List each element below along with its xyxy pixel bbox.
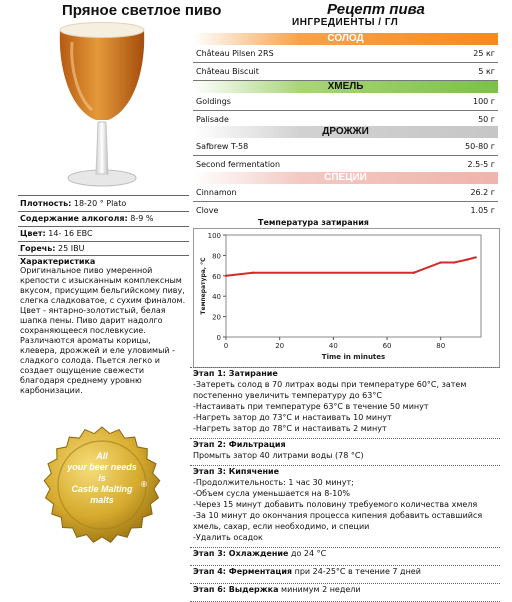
stage-divider xyxy=(190,367,500,368)
stage-title: Этап 4: Ферментация при 24-25°С в течение 7 дней xyxy=(193,567,421,576)
stage-line: -Продолжительность: 1 час 30 минут; xyxy=(193,478,354,487)
ingredient-row: Palisade 50 г xyxy=(193,111,498,129)
color-stat: Цвет: 14- 16 EBC xyxy=(20,229,93,238)
divider xyxy=(18,241,189,242)
stage-title: Этап 2: Фильтрация xyxy=(193,440,286,449)
stage-line: -Объем сусла уменьшается на 8-10% xyxy=(193,489,350,498)
x-tick-label: 20 xyxy=(275,342,285,350)
stage-title: Этап 3: Охлаждение до 24 °С xyxy=(193,549,327,558)
x-tick-label: 60 xyxy=(382,342,392,350)
cap-text-line3: is xyxy=(98,473,106,483)
data-point xyxy=(474,256,476,258)
stage-line: -Настаивать при температуре 63°С в течение 50 минут xyxy=(193,402,429,411)
ingredient-row: Goldings 100 г xyxy=(193,93,498,111)
x-axis-label: Time in minutes xyxy=(321,353,386,361)
beer-name: Пряное светлое пиво xyxy=(62,2,222,19)
stage-divider xyxy=(190,465,500,466)
data-point xyxy=(466,258,468,260)
y-tick-label: 0 xyxy=(216,334,221,342)
stage-divider xyxy=(190,565,500,566)
chart-title: Температура затирания xyxy=(258,218,369,227)
divider xyxy=(18,255,189,256)
ingredients-title: ИНГРЕДИЕНТЫ / ГЛ xyxy=(292,17,399,28)
stage-title: Этап 6: Выдержка минимум 2 недели xyxy=(193,585,361,594)
ingredient-row: Château Biscuit 5 кг xyxy=(193,63,498,81)
stage-line: -Нагреть затор до 73°С и настаивать 10 минут xyxy=(193,413,392,422)
data-point xyxy=(440,261,442,263)
stage-title: Этап 3: Кипячение xyxy=(193,467,280,476)
stage-divider xyxy=(190,547,500,548)
y-tick-label: 80 xyxy=(212,252,221,261)
alcohol-stat: Содержание алкоголя: 8-9 % xyxy=(20,214,154,223)
stage-line: -За 10 минут до окончания процесса кипения добавить оставшийся xyxy=(193,511,483,520)
divider xyxy=(18,226,189,227)
stage-line: -Нагреть затор до 78°С и настаивать 2 минут xyxy=(193,424,387,433)
yeast-band: ДРОЖЖИ xyxy=(193,126,498,138)
spices-band: СПЕЦИИ xyxy=(193,172,498,184)
cap-text-line1: All xyxy=(96,451,108,461)
ingredient-row: Safbrew T-58 50-80 г xyxy=(193,138,498,156)
y-tick-label: 60 xyxy=(212,272,221,281)
plot-area xyxy=(226,235,481,337)
hops-band: ХМЕЛЬ xyxy=(193,81,498,93)
ingredient-row: Cinnamon 26.2 г xyxy=(193,184,498,202)
ingredient-row: Château Pilsen 2RS 25 кг xyxy=(193,45,498,63)
stage-line: Промыть затор 40 литрами воды (78 °С) xyxy=(193,451,364,460)
malt-band: СОЛОД xyxy=(193,33,498,45)
y-tick-label: 20 xyxy=(212,313,221,322)
stage-line: постепенно увеличить температуру до 63°С xyxy=(193,391,382,400)
data-point xyxy=(413,272,415,274)
divider xyxy=(18,195,189,196)
ingredient-row: Clove 1.05 г xyxy=(196,206,495,215)
stage-line: -Удалить осадок xyxy=(193,533,263,542)
bottle-cap-logo xyxy=(40,425,164,545)
recipe-title: Рецепт пива xyxy=(327,1,425,18)
divider xyxy=(18,211,189,212)
y-tick-label: 40 xyxy=(212,293,221,302)
stage-title: Этап 1: Затирание xyxy=(193,369,278,378)
density-stat: Плотность: 18-20 ° Plato xyxy=(20,199,127,208)
bitterness-stat: Горечь: 25 IBU xyxy=(20,244,85,253)
ingredient-row: Second fermentation 2.5-5 г xyxy=(193,156,498,174)
stage-line: хмель, сахар, если необходимо, и специи xyxy=(193,522,370,531)
x-tick-label: 0 xyxy=(223,342,229,350)
x-tick-label: 80 xyxy=(436,342,446,350)
description-text: Оригинальное пиво умеренной крепости с изысканным комплексным вкусом, присущим бельгийскому пиву, слегка сладковатое, с сухим финалом. Цвет - янтарно-золотистый, белая шапка пены. Пиво дарит надолго сохраняющееся послевкусие. Различаются ароматы корицы, клевера, дрожжей и еле уловимый - сладкого солода. Пьется легко и создает ощущение свежести благодаря среднему уровню карбонизации. xyxy=(20,266,186,395)
cap-text-line2: your beer needs xyxy=(67,462,137,472)
temperature-line xyxy=(226,257,476,275)
data-point xyxy=(225,275,227,277)
data-point xyxy=(252,272,254,274)
data-point xyxy=(453,261,455,263)
stage-divider xyxy=(190,438,500,439)
y-axis-label: Температура, °C xyxy=(200,257,207,315)
stage-line: -Через 15 минут добавить половину требуемого количества хмеля xyxy=(193,500,478,509)
y-tick-label: 100 xyxy=(207,232,221,240)
x-tick-label: 40 xyxy=(328,342,338,350)
cap-text-line4: Castle Malting xyxy=(71,484,133,494)
description-heading: Характеристика xyxy=(20,257,96,266)
stage-line: -Затереть солод в 70 литрах воды при температуре 60°С, затем xyxy=(193,380,467,389)
cap-trademark: ® xyxy=(141,480,147,489)
mashing-temperature-chart xyxy=(193,228,498,368)
cap-text-line5: malts xyxy=(90,495,114,505)
beer-glass-image xyxy=(52,18,152,190)
stage-divider xyxy=(190,583,500,584)
